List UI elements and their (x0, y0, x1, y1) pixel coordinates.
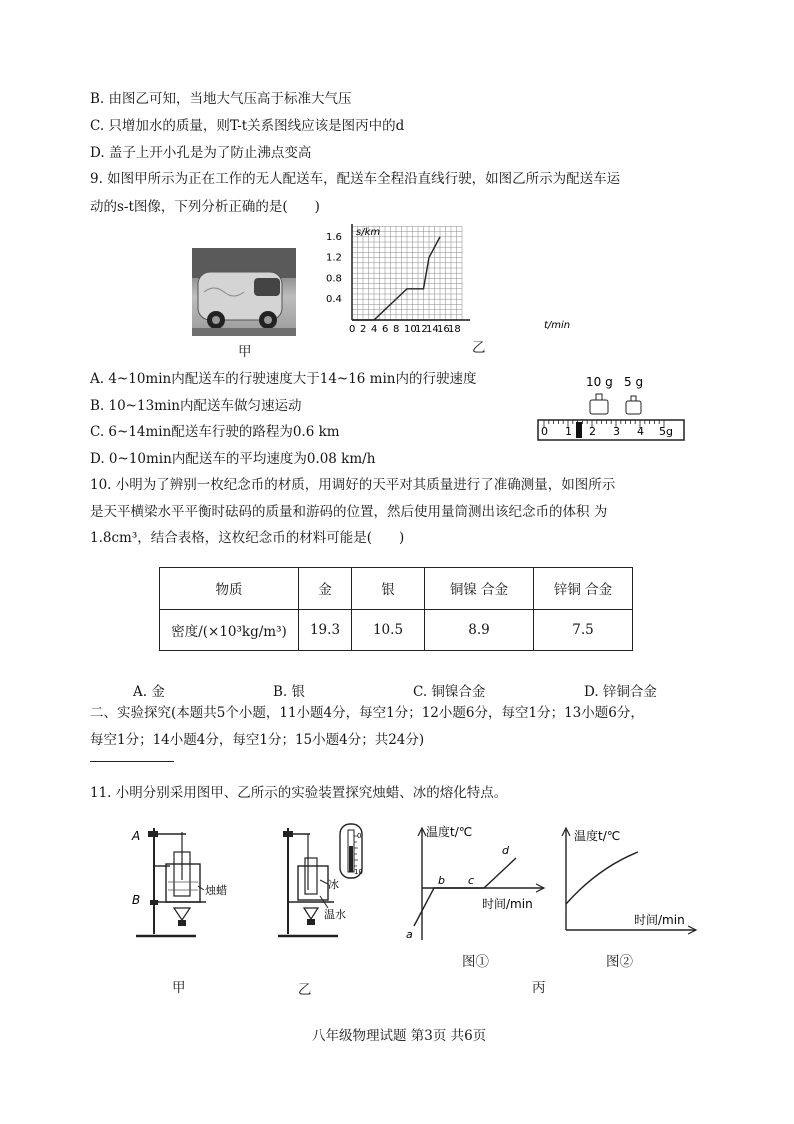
y-tick-label: 0.8 (326, 273, 342, 285)
svg-text:温水: 温水 (324, 908, 346, 921)
q11-graph2-caption: 图② (606, 954, 633, 970)
q11-stem: 11. 小明分别采用图甲、乙所示的实验装置探究烛蜡、冰的熔化特点。 (90, 785, 508, 801)
q10-option-c: C. 铜镍合金 (413, 684, 486, 700)
q11-graph1-caption: 图① (462, 954, 489, 970)
q9-photo-label: 甲 (238, 344, 252, 360)
melting-graph-1 (404, 820, 550, 944)
q9-option-c: C. 6~14min配送车行驶的路程为0.6 km (90, 424, 340, 440)
weight-10g-icon (590, 394, 608, 414)
q10-stem-line2: 是天平横梁水平平衡时砝码的质量和游码的位置，然后使用量筒测出该纪念币的体积 为 (90, 504, 608, 520)
svg-text:B: B (132, 893, 141, 907)
table-header-cell: 物质 (160, 568, 299, 610)
svg-text:b: b (438, 874, 445, 887)
weight-10g-label: 10 g (586, 375, 613, 389)
apparatus-candle-wax (126, 820, 242, 944)
q10-stem-line1: 10. 小明为了辨别一枚纪念币的材质，用调好的天平对其质量进行了准确测量，如图所示 (90, 477, 616, 493)
svg-text:冰: 冰 (328, 878, 339, 891)
table-header-cell: 铜镍 合金 (425, 568, 534, 610)
density-table (159, 567, 633, 651)
svg-text:5g: 5g (659, 425, 673, 438)
q9-option-a: A. 4~10min内配送车的行驶速度大于14~16 min内的行驶速度 (90, 371, 477, 387)
svg-text:烛蜡: 烛蜡 (205, 884, 227, 897)
st-x-axis-label: t/min (544, 320, 571, 331)
x-tick-label: 12 (415, 324, 428, 335)
q11-figure-yi-label: 乙 (298, 982, 312, 998)
q8-option-b: B. 由图乙可知，当地大气压高于标准大气压 (90, 91, 352, 107)
svg-text:A: A (132, 829, 141, 843)
q10-stem-line3: 1.8cm³，结合表格，这枚纪念币的材料可能是( ) (90, 530, 405, 546)
svg-text:2: 2 (589, 425, 596, 438)
svg-text:3: 3 (613, 425, 620, 438)
q11-figure-jia-label: 甲 (172, 980, 186, 996)
y-tick-label: 1.6 (326, 231, 342, 243)
svg-text:时间/min: 时间/min (634, 913, 685, 927)
x-tick-label: 10 (404, 324, 417, 335)
q9-option-d: D. 0~10min内配送车的平均速度为0.08 km/h (90, 451, 376, 467)
q9-stem-line2: 动的s-t图像，下列分析正确的是( ) (90, 199, 320, 215)
balance-figure (534, 372, 690, 444)
svg-text:0: 0 (541, 425, 548, 438)
q9-stem-line1: 9. 如图甲所示为正在工作的无人配送车，配送车全程沿直线行驶，如图乙所示为配送车运 (90, 171, 621, 187)
st-y-axis-label: s/km (356, 227, 381, 238)
q8-option-d: D. 盖子上开小孔是为了防止沸点变高 (90, 145, 312, 161)
y-tick-label: 1.2 (326, 252, 342, 264)
q10-option-a: A. 金 (133, 684, 165, 700)
svg-text:温度t/℃: 温度t/℃ (574, 829, 621, 843)
q9-chart-label: 乙 (472, 340, 486, 356)
rider-marker (576, 422, 582, 438)
weight-5g-icon (626, 396, 641, 414)
x-tick-label: 0 (349, 324, 356, 335)
table-cell: 19.3 (299, 609, 352, 651)
density-table-header-row (160, 568, 633, 610)
q9-st-chart (322, 224, 584, 348)
q9-option-b: B. 10~13min内配送车做匀速运动 (90, 398, 302, 414)
table-header-cell: 金 (299, 568, 352, 610)
apparatus-ice (278, 820, 374, 944)
q11-figure-bing-label: 丙 (532, 980, 546, 996)
page-footer: 八年级物理试题 第3页 共6页 (312, 1028, 487, 1044)
svg-text:温度t/℃: 温度t/℃ (426, 825, 473, 839)
x-tick-label: 16 (437, 324, 450, 335)
svg-text:c: c (468, 874, 475, 887)
delivery-vehicle-photo (192, 248, 296, 336)
x-tick-label: 8 (393, 324, 400, 335)
svg-text:d: d (502, 844, 509, 857)
q8-option-c: C. 只增加水的质量，则T-t关系图线应该是图丙中的d (90, 118, 405, 134)
density-table-value-row (160, 609, 633, 651)
section2-heading-line2: 每空1分；14小题4分，每空1分；15小题4分；共24分) (90, 732, 425, 748)
x-tick-label: 4 (371, 324, 378, 335)
table-cell: 10.5 (352, 609, 425, 651)
svg-text:4: 4 (637, 425, 644, 438)
x-tick-label: 2 (360, 324, 367, 335)
table-cell: 8.9 (425, 609, 534, 651)
svg-text:1: 1 (565, 425, 572, 438)
section2-heading-line1: 二、实验探究(本题共5个小题，11小题4分，每空1分；12小题6分，每空1分；13小题6分， (90, 705, 644, 721)
q10-option-d: D. 锌铜合金 (584, 684, 657, 700)
table-header-cell: 锌铜 合金 (534, 568, 633, 610)
section-divider (90, 761, 174, 762)
table-cell: 7.5 (534, 609, 633, 651)
melting-graph-2 (558, 820, 704, 944)
svg-text:10: 10 (354, 868, 363, 876)
table-row-label: 密度/(×10³kg/m³) (160, 609, 299, 651)
q10-option-b: B. 银 (273, 684, 306, 700)
table-header-cell: 银 (352, 568, 425, 610)
x-tick-label: 18 (448, 324, 461, 335)
x-tick-label: 14 (426, 324, 439, 335)
weight-5g-label: 5 g (624, 375, 644, 389)
svg-text:a: a (406, 928, 413, 941)
x-tick-label: 6 (382, 324, 389, 335)
svg-text:时间/min: 时间/min (482, 897, 533, 911)
y-tick-label: 0.4 (326, 294, 342, 306)
svg-text:0: 0 (357, 832, 362, 840)
